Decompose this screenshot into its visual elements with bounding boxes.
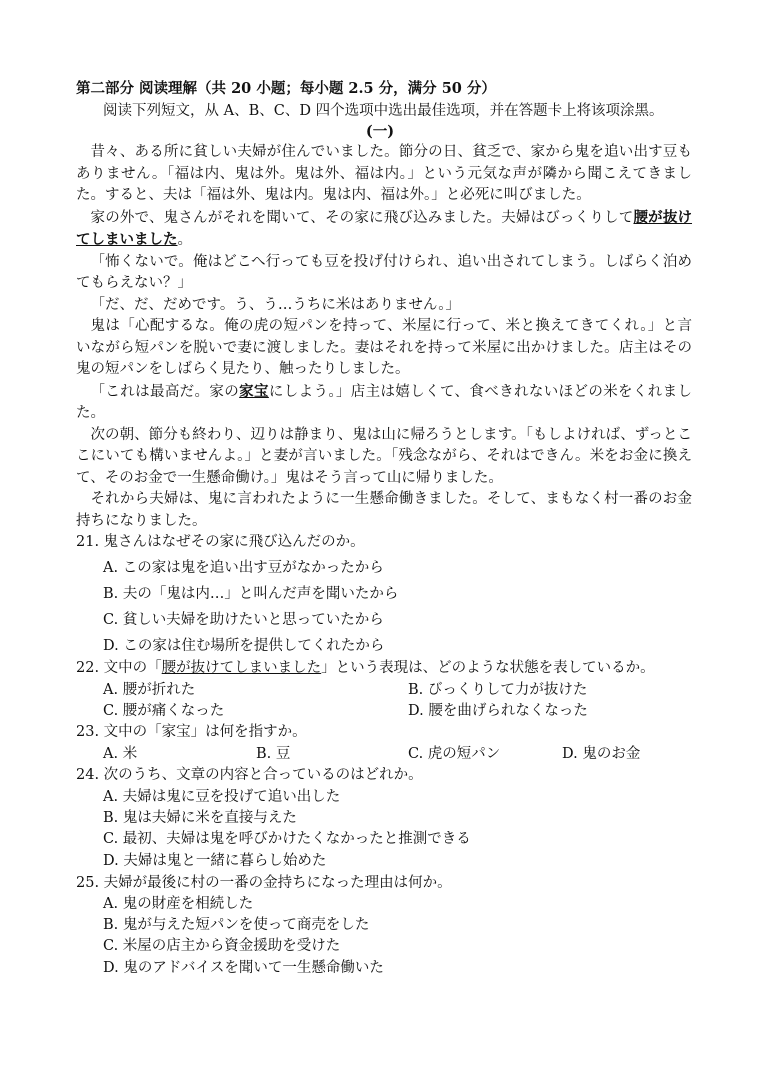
question-24-stem: 24. 次のうち、文章の内容と合っているのはどれか。 — [76, 767, 423, 783]
question-25-option-d: D. 鬼のアドバイスを聞いて一生懸命働いた — [103, 960, 384, 976]
question-24-option-d: D. 夫婦は鬼と一緒に暮らし始めた — [103, 853, 327, 869]
paragraph: 昔々、ある所に貧しい夫婦が住んでいました。節分の日、貧乏で、家から鬼を追い出す豆もありません。「福は内、鬼は外。鬼は外、福は内。」という元気な声が隣から聞こえてきました。すると、夫は「福は外、鬼は内。鬼は内、福は外。」と必死に叫びました。 — [76, 144, 692, 203]
text: 「これは最高だ。家の — [90, 383, 240, 400]
question-24-option-a: A. 夫婦は鬼に豆を投げて追い出した — [103, 789, 341, 805]
passage — [76, 142, 692, 532]
question-22-option-a: A. 腰が折れた — [103, 682, 196, 698]
question-22-stem — [76, 656, 655, 677]
question-21-option-a: A. この家は鬼を追い出す豆がなかったから — [103, 560, 384, 576]
paragraph: 「怖くないで。俺はどこへ行っても豆を投げ付けられ、追い出されてしまう。しばらく泊めてもらえない？」 — [76, 253, 692, 291]
question-21-stem: 21. 鬼さんはなぜその家に飛び込んだのか。 — [76, 534, 365, 550]
text: 。 — [177, 232, 192, 248]
question-21-option-b: B. 夫の「鬼は内…」と叫んだ声を聞いたから — [103, 586, 399, 602]
text: 」という表現は、どのような状態を表しているか。 — [321, 660, 655, 676]
question-22-option-b: B. びっくりして力が抜けた — [408, 682, 588, 698]
paragraph: 次の朝、節分も終わり、辺りは静まり、鬼は山に帰ろうとします。「もしよければ、ずっとここにいても構いませんよ。」と妻が言いました。「残念ながら、それはできん。米をお金に換えて、そのお金で一生懸命働け。」鬼はそう言って山に帰りました。 — [76, 426, 692, 486]
question-24-option-c: C. 最初、夫婦は鬼を呼びかけたくなかったと推測できる — [103, 831, 471, 847]
passage-title: (一) — [365, 123, 395, 140]
highlight-phrase: 腰が抜けてしまいました — [76, 208, 693, 248]
question-21-option-d: D. この家は住む場所を提供してくれたから — [103, 638, 385, 654]
question-21-option-c: C. 貧しい夫婦を助けたいと思っていたから — [103, 612, 384, 628]
question-22-option-d: D. 腰を曲げられなくなった — [408, 703, 588, 719]
question-25-option-a: A. 鬼の財産を相続した — [103, 896, 254, 912]
paragraph — [76, 207, 692, 252]
paragraph: 鬼は「心配するな。俺の虎の短パンを持って、米屋に行って、米と換えてきてくれ。」と言いながら短パンを脱いで妻に渡しました。妻はそれを持って米屋に出かけました。店主はその鬼の短パンをしばらく見たり、触ったりしました。 — [76, 318, 692, 377]
question-25-option-b: B. 鬼が与えた短パンを使って商売をした — [103, 917, 370, 933]
text: にしよう。」店主は嬉しくて、食べきれないほどの米をくれました。 — [76, 383, 693, 421]
text: 家の外で、鬼さんがそれを聞いて、その家に飛び込みました。夫婦はびっくりして — [90, 209, 634, 226]
underlined-phrase: 腰が抜けてしまいました — [161, 660, 322, 676]
question-24-option-b: B. 鬼は夫婦に米を直接与えた — [103, 810, 297, 826]
paragraph — [76, 381, 692, 425]
question-25-option-c: C. 米屋の店主から資金援助を受けた — [103, 938, 341, 954]
question-23-option-c: C. 虎の短パン — [408, 746, 501, 762]
question-23-option-a: A. 米 — [103, 746, 138, 762]
question-23-option-b: B. 豆 — [256, 746, 291, 762]
question-23-stem: 23. 文中の「家宝」は何を指すか。 — [76, 724, 307, 740]
question-23-option-d: D. 鬼のお金 — [562, 746, 641, 762]
question-25-stem: 25. 夫婦が最後に村の一番の金持ちになった理由は何か。 — [76, 875, 452, 891]
instruction: 阅读下列短文，从 A、B、C、D 四个选项中选出最佳选项，并在答题卡上将该项涂黑。 — [103, 103, 664, 119]
question-22-option-c: C. 腰が痛くなった — [103, 703, 225, 719]
section-header: 第二部分 阅读理解（共 20 小题；每小题 2.5 分，满分 50 分） — [76, 80, 496, 97]
paragraph: それから夫婦は、鬼に言われたように一生懸命働きました。そして、まもなく村一番のお金持ちになりました。 — [76, 491, 692, 529]
text: 22. 文中の「 — [76, 660, 162, 676]
paragraph: 「だ、だ、だめです。う、う…うちに米はありません。」 — [90, 296, 460, 313]
highlight-word: 家宝 — [239, 382, 269, 400]
